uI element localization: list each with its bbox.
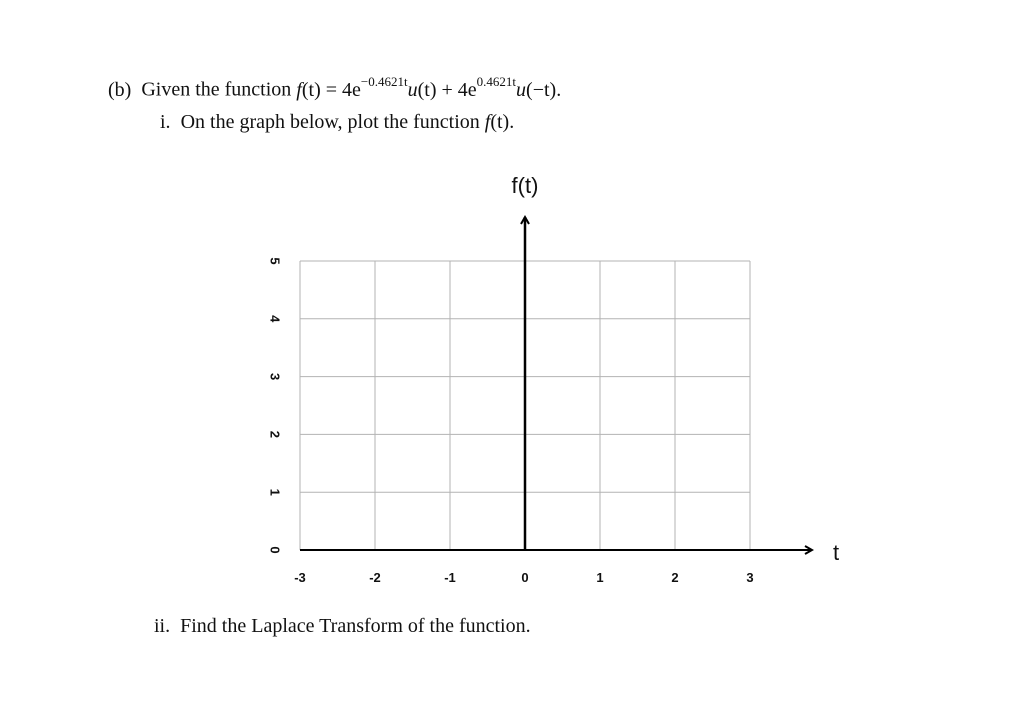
y-axis-label: f(t) xyxy=(511,173,539,198)
x-tick-label: 1 xyxy=(596,570,604,585)
formula-exp1: −0.4621t xyxy=(360,74,408,89)
plot-axes xyxy=(300,217,812,550)
formula-u2: u xyxy=(516,78,527,101)
part-ii-text: Find the Laplace Transform of the function. xyxy=(180,615,531,637)
formula-f: f xyxy=(296,78,302,101)
problem-part-b xyxy=(108,72,561,102)
formula-arg-t: (t) xyxy=(301,78,321,101)
formula-u1-arg: (t) + 4e xyxy=(417,78,477,101)
y-tick-label: 5 xyxy=(267,257,283,265)
plot-grid xyxy=(300,261,750,550)
x-tick-label: -3 xyxy=(294,570,306,585)
formula-eq-4e: = 4e xyxy=(320,78,361,101)
x-tick-label: 3 xyxy=(746,570,754,585)
y-tick-label: 0 xyxy=(267,546,283,554)
part-i-f: f xyxy=(484,111,491,133)
y-tick-label: 2 xyxy=(267,430,283,439)
part-b-text: Given the function xyxy=(141,78,297,101)
part-ii-label: ii. xyxy=(154,615,171,637)
function-formula xyxy=(296,74,562,101)
y-tick-label: 4 xyxy=(267,315,283,323)
y-tick-label: 1 xyxy=(267,488,283,496)
x-axis-label: t xyxy=(832,540,840,565)
y-tick-label: 3 xyxy=(267,372,283,381)
x-tick-label: 0 xyxy=(521,570,529,585)
part-b-label: (b) xyxy=(108,78,132,101)
part-i-label: i. xyxy=(160,111,171,133)
formula-u1: u xyxy=(407,78,418,101)
part-i-text: On the graph below, plot the function xyxy=(180,111,485,133)
x-tick-label: -2 xyxy=(369,570,381,585)
formula-u2-arg: (−t). xyxy=(526,78,562,101)
x-tick-label: -1 xyxy=(444,570,456,585)
plot-labels xyxy=(268,173,840,585)
x-tick-label: 2 xyxy=(671,570,679,585)
problem-part-i xyxy=(160,110,514,134)
formula-exp2: 0.4621t xyxy=(476,74,517,89)
problem-part-ii xyxy=(154,614,531,638)
part-i-arg: (t). xyxy=(490,111,515,133)
